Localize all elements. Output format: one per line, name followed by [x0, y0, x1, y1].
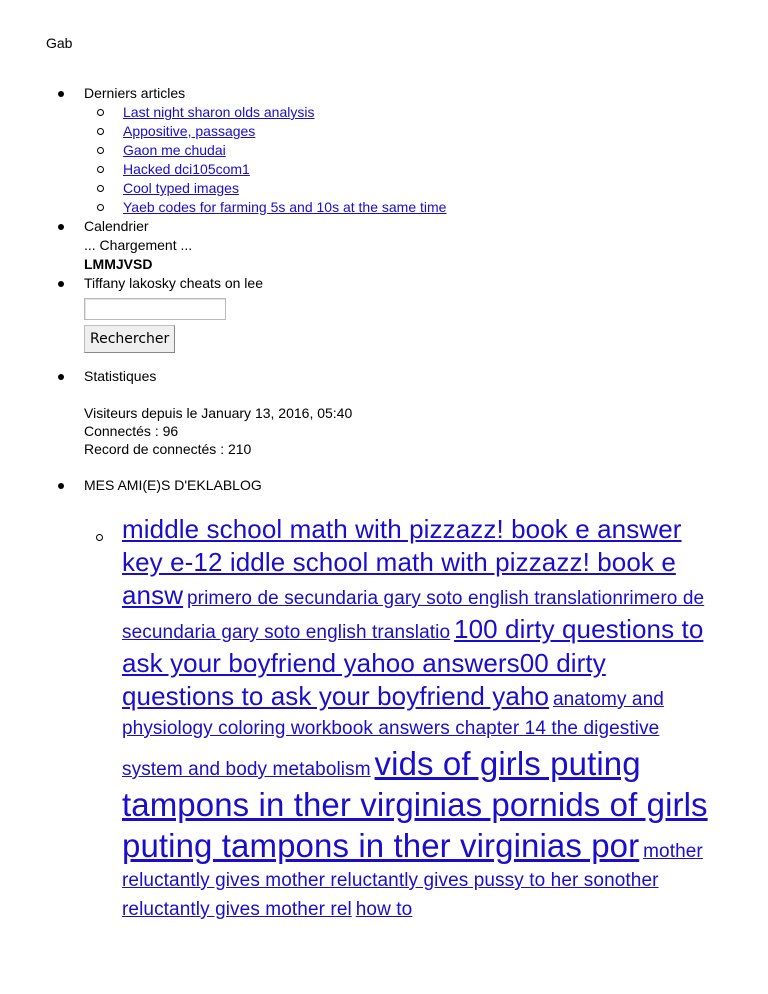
friends-heading: MES AMI(E)S D'EKLABLOG [84, 477, 262, 493]
article-link[interactable]: Yaeb codes for farming 5s and 10s at the same time [123, 199, 447, 215]
tag-cloud [84, 513, 724, 924]
list-item [123, 141, 724, 160]
search-heading: Tiffany lakosky cheats on lee [84, 275, 263, 291]
site-title: Gab [46, 35, 73, 51]
list-item [123, 179, 724, 198]
list-item [123, 198, 724, 217]
article-link[interactable]: Gaon me chudai [123, 142, 226, 158]
widget-recent-articles [84, 84, 724, 217]
article-link[interactable]: Last night sharon olds analysis [123, 104, 315, 120]
tag-link[interactable]: 100 dirty questions to ask your boyfriend yahoo answers00 dirty questions to ask your boyfriend yaho [122, 614, 704, 711]
recent-articles-list [84, 103, 724, 217]
tag-link[interactable]: mother reluctantly gives mother reluctantly gives pussy to her sonother reluctantly gives mother rel [122, 841, 703, 920]
article-link[interactable]: Hacked dci105com1 [123, 161, 250, 177]
calendar-weekdays: LMMJVSD [84, 256, 153, 272]
search-button[interactable]: Rechercher [84, 325, 175, 353]
widget-friends [84, 476, 724, 924]
search-input[interactable] [84, 298, 226, 320]
connected-record: Record de connectés : 210 [84, 441, 252, 457]
recent-articles-heading: Derniers articles [84, 85, 186, 101]
widget-search [84, 274, 724, 353]
calendar-loading-text: ... Chargement ... [84, 237, 193, 253]
tag-link[interactable]: middle school math with pizzazz! book e answer key e-12 iddle school math with pizzazz! book e answ [122, 514, 682, 610]
tag-link[interactable]: vids of girls puting tampons in ther virginias pornids of girls puting tampons in ther virginias por [122, 745, 708, 864]
statistics-heading: Statistiques [84, 368, 157, 384]
calendar-heading: Calendrier [84, 218, 149, 234]
statistics-box [84, 404, 724, 458]
tag-link[interactable]: primero de secundaria gary soto english translationrimero de secundaria gary soto english translatio [122, 588, 705, 643]
sidebar-widgets [0, 84, 724, 924]
list-item [123, 160, 724, 179]
list-item [123, 122, 724, 141]
article-link[interactable]: Cool typed images [123, 180, 239, 196]
connected-count: Connectés : 96 [84, 423, 179, 439]
widget-statistics [84, 367, 724, 458]
article-link[interactable]: Appositive, passages [123, 123, 256, 139]
visitors-since: Visiteurs depuis le January 13, 2016, 05:40 [84, 405, 353, 421]
tag-link[interactable]: anatomy and physiology coloring workbook answers chapter 14 the digestive system and body metabolism [122, 689, 664, 780]
widget-calendar [84, 217, 724, 274]
tag-link[interactable]: how to [355, 899, 413, 920]
list-item [123, 103, 724, 122]
